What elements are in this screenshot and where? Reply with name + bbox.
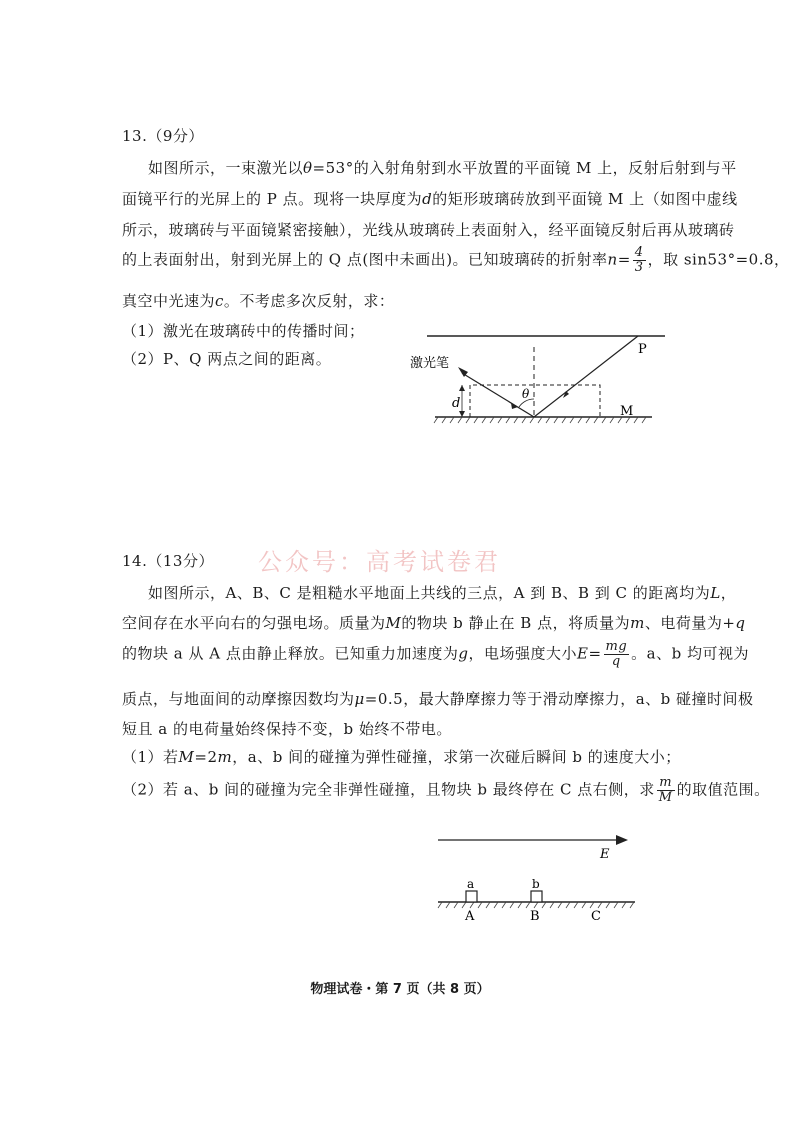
d-label: d — [452, 396, 461, 411]
C-label: C — [591, 909, 601, 924]
laser-label: 激光笔 — [410, 356, 450, 371]
q14-text: 如图所示，A、B、C 是粗糙水平地面上共线的三点，A 到 B、B 到 C 的距离均为 — [148, 584, 711, 602]
arrow-right-icon — [616, 835, 628, 845]
m-label: M — [620, 404, 634, 419]
watermark: 公众号：高考试卷君 — [258, 548, 501, 576]
q13-text: 真空中光速为 — [122, 292, 216, 310]
q14-text: 的取值范围。 — [676, 780, 770, 799]
q14-eq: = — [588, 644, 602, 663]
frac-numerator: m — [657, 776, 675, 791]
q14-sub-2 — [122, 776, 770, 805]
ray-arrow-icon — [563, 391, 569, 398]
frac-denominator: 3 — [634, 260, 644, 275]
q13-line-2 — [122, 188, 738, 209]
q13-sub-1: （1）激光在玻璃砖中的传播时间； — [122, 322, 365, 340]
frac-numerator: mg — [605, 639, 628, 654]
block-b — [531, 891, 542, 902]
q13-theta: θ — [303, 159, 313, 177]
q14-text: 的物块 b 静止在 B 点，将质量为 — [401, 614, 631, 632]
q14-g: g — [458, 644, 469, 663]
q14-line-2 — [122, 612, 746, 633]
q14-text: ，电场强度大小 — [468, 644, 577, 663]
q13-n: n — [607, 250, 618, 269]
frac-numerator: 4 — [634, 245, 644, 260]
q13-line-3: 所示，玻璃砖与平面镜紧密接触），光线从玻璃砖上表面射入，经平面镜反射后再从玻璃砖 — [122, 221, 735, 239]
q13-d: d — [422, 190, 433, 208]
ground-hatching — [438, 902, 634, 908]
block-a — [466, 891, 477, 902]
q13-line-1 — [148, 157, 737, 178]
q13-number: 13.（9分） — [122, 127, 204, 145]
q14-text: 质点，与地面间的动摩擦因数均为 — [122, 690, 355, 708]
theta-label: θ — [522, 387, 530, 401]
frac-denominator: M — [658, 790, 673, 805]
arrow-up-icon — [459, 385, 465, 391]
page-footer: 物理试卷・第 7 页（共 8 页） — [310, 982, 490, 997]
q14-line-3 — [122, 640, 749, 669]
q14-text: 空间存在水平向右的匀强电场。质量为 — [122, 614, 386, 632]
q14-text: ，a、b 间的碰撞为弹性碰撞，求第一次碰后瞬间 b 的速度大小； — [232, 748, 681, 766]
p-label: P — [638, 342, 647, 357]
q14-mass-ratio — [657, 776, 675, 805]
q14-M: M — [178, 748, 195, 766]
a-label: a — [467, 877, 475, 891]
q13-line-4 — [122, 246, 790, 275]
q14-text: 、电荷量为+ — [644, 614, 736, 632]
q13-fraction — [633, 246, 646, 275]
q14-fraction — [604, 640, 630, 669]
q14-figure — [430, 825, 640, 930]
q14-number: 14.（13分） — [122, 552, 214, 570]
q14-text: （1）若 — [122, 748, 179, 766]
q14-line-4 — [122, 688, 754, 709]
frac-denominator: q — [611, 654, 621, 669]
q14-m: m — [217, 748, 233, 766]
q14-text: （2）若 a、b 间的碰撞为完全非弹性碰撞，且物块 b 最终停在 C 点右侧，求 — [122, 780, 655, 799]
q14-text: ， — [720, 584, 737, 602]
q13-line-5 — [122, 290, 394, 311]
q13-eq: = — [617, 250, 631, 269]
q13-text: ，取 sin53°=0.8， — [647, 250, 790, 269]
A-label: A — [465, 909, 475, 924]
q14-text: 。a、b 均可视为 — [631, 644, 749, 663]
q14-L: L — [710, 584, 721, 602]
e-label: E — [600, 847, 610, 862]
arrow-down-icon — [459, 411, 465, 417]
q13-text: 的上表面射出，射到光屏上的 Q 点(图中未画出)。已知玻璃砖的折射率 — [122, 250, 608, 269]
q14-line-5: 短且 a 的电荷量始终保持不变，b 始终不带电。 — [122, 720, 452, 738]
mirror-hatching — [434, 417, 646, 423]
q13-text: 的矩形玻璃砖放到平面镜 M 上（如图中虚线 — [432, 190, 738, 208]
q13-text: =53°的入射角射到水平放置的平面镜 M 上，反射后射到与平 — [312, 159, 737, 177]
q14-text: =0.5，最大静摩擦力等于滑动摩擦力，a、b 碰撞时间极 — [364, 690, 754, 708]
q14-q: q — [735, 614, 746, 632]
q14-sub-1 — [122, 746, 681, 767]
q14-E: E — [576, 644, 589, 663]
q13-figure — [400, 325, 670, 430]
q13-text: 如图所示，一束激光以 — [148, 159, 304, 177]
q13-c: c — [215, 292, 224, 310]
q13-text: 。不考虑多次反射，求： — [223, 292, 395, 310]
q13-sub-2: （2）P、Q 两点之间的距离。 — [122, 350, 332, 368]
q13-text: 面镜平行的光屏上的 P 点。现将一块厚度为 — [122, 190, 423, 208]
q14-m: m — [630, 614, 645, 632]
q14-text: 的物块 a 从 A 点由静止释放。已知重力加速度为 — [122, 644, 459, 663]
q14-line-1 — [148, 582, 736, 603]
B-label: B — [530, 909, 540, 924]
q14-M: M — [385, 614, 402, 632]
q14-text: =2 — [194, 748, 218, 766]
b-label: b — [532, 877, 540, 891]
q14-mu: μ — [354, 690, 365, 708]
